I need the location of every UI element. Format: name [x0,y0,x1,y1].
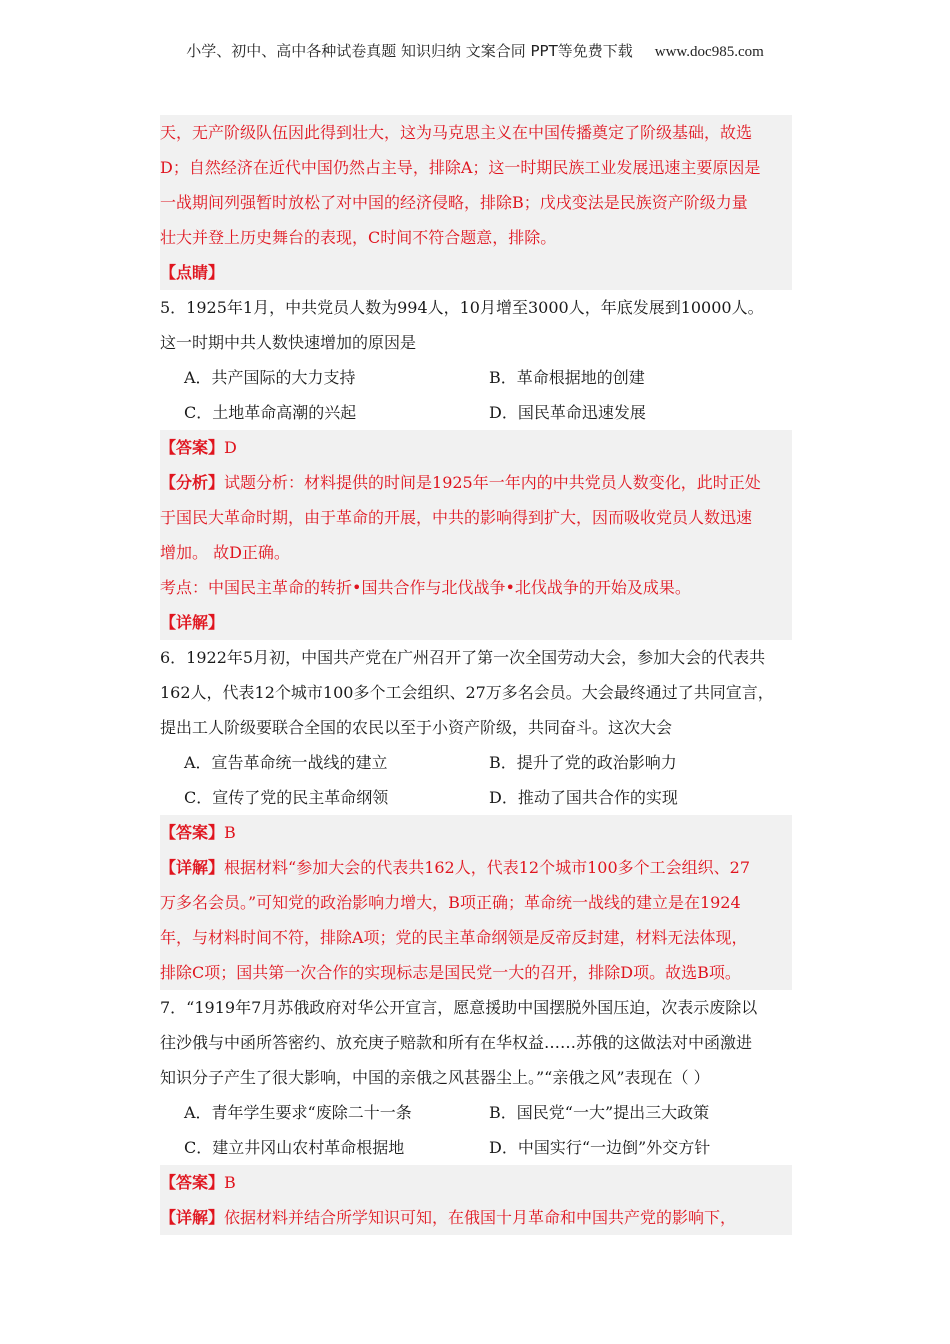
q7-detail-line [160,1200,792,1235]
q5-option-d: D．国民革命迅速发展 [489,403,646,422]
q7-option-d: D．中国实行“一边倒”外交方针 [489,1138,711,1157]
page-header [0,40,950,61]
prev-explain-line: D；自然经济在近代中国仍然占主导，排除A；这一时期民族工业发展迅速主要原因是 [160,150,792,185]
q7-option-a: A．青年学生要求“废除二十一条 [184,1103,412,1122]
q6-detail-line: 年，与材料时间不符，排除A项；党的民主革命纲领是反帝反封建，材料无法体现， [160,920,792,955]
q7-options-row [160,1130,792,1165]
q5-kaodian: 考点：中国民主革命的转折•国共合作与北伐战争•北伐战争的开始及成果。 [160,570,792,605]
q5-detail-label: 【详解】 [160,605,792,640]
detail-text: 依据材料并结合所学知识可知，在俄国十月革命和中国共产党的影响下， [224,1208,737,1227]
q5-options-row [160,360,792,395]
q6-options-row [160,780,792,815]
q5-analysis-line: 于国民大革命时期，由于革命的开展，中共的影响得到扩大，因而吸收党员人数迅速 [160,500,792,535]
q6-option-c: C．宣传了党的民主革命纲领 [184,788,389,807]
q7-answer [160,1165,792,1200]
prev-explain-line: 天，无产阶级队伍因此得到壮大，这为马克思主义在中国传播奠定了阶级基础，故选 [160,115,792,150]
q6-detail-line: 排除C项；国共第一次合作的实现标志是国民党一大的召开，排除D项。故选B项。 [160,955,792,990]
q6-option-a: A．宣告革命统一战线的建立 [184,753,388,772]
answer-label: 【答案】 [160,823,225,842]
answer-value: B [224,823,236,842]
q7-stem-line: 7．“1919年7月苏俄政府对华公开宣言，愿意援助中国摆脱外国压迫，次表示废除以 [160,998,758,1017]
analysis-label: 【分析】 [160,473,225,492]
q7-stem-line: 往沙俄与中函所答密约、放充庚子赔款和所有在华权益……苏俄的这做法对中函激进 [160,1033,753,1052]
q7-option-b: B．国民党“一大”提出三大政策 [489,1103,710,1122]
answer-value: D [224,438,237,457]
answer-label: 【答案】 [160,1173,225,1192]
q5-option-b: B．革命根据地的创建 [489,368,645,387]
q5-options-row [160,395,792,430]
detail-label: 【详解】 [160,858,225,877]
q7-option-c: C．建立井冈山农村革命根据地 [184,1138,405,1157]
q6-stem-line: 162人，代表12个城市100多个工会组织、27万多名会员。大会最终通过了共同宣言， [160,683,774,702]
header-url[interactable]: www.doc985.com [654,44,764,60]
answer-label: 【答案】 [160,438,225,457]
header-text: 小学、初中、高中各种试卷真题 知识归纳 文案合同 PPT等免费下载 [186,42,633,60]
q5-analysis-line [160,465,792,500]
prev-explain-line: 壮大并登上历史舞台的表现，C时间不符合题意，排除。 [160,220,792,255]
answer-value: B [224,1173,236,1192]
q6-option-b: B．提升了党的政治影响力 [489,753,677,772]
q6-stem-line: 6．1922年5月初，中国共产党在广州召开了第一次全国劳动大会，参加大会的代表共 [160,648,766,667]
q5-stem-line: 这一时期中共人数快速增加的原因是 [160,333,417,352]
q6-stem-line: 提出工人阶级要联合全国的农民以至于小资产阶级，共同奋斗。这次大会 [160,718,673,737]
prev-explain-line: 一战期间列强暂时放松了对中国的经济侵略，排除B；戊戌变法是民族资产阶级力量 [160,185,792,220]
document-body [160,115,792,1235]
analysis-text: 试题分析：材料提供的时间是1925年一年内的中共党员人数变化，此时正处 [224,473,761,492]
q7-stem-line: 知识分子产生了很大影响，中国的亲俄之风甚器尘上。”“亲俄之风”表现在（ ） [160,1068,710,1087]
q5-stem-line: 5．1925年1月，中共党员人数为994人，10月增至3000人，年底发展到10000人。 [160,298,764,317]
q7-options-row [160,1095,792,1130]
detail-label: 【详解】 [160,1208,225,1227]
detail-text: 根据材料“参加大会的代表共162人，代表12个城市100多个工会组织、27 [224,858,750,877]
q5-option-c: C．土地革命高潮的兴起 [184,403,357,422]
q5-option-a: A．共产国际的大力支持 [184,368,356,387]
q6-detail-line [160,850,792,885]
q5-analysis-line: 增加。 故D正确。 [160,535,792,570]
q6-option-d: D．推动了国共合作的实现 [489,788,678,807]
q6-detail-line: 万多名会员。”可知党的政治影响力增大，B项正确；革命统一战线的建立是在1924 [160,885,792,920]
q5-answer [160,430,792,465]
q6-options-row [160,745,792,780]
dianjing-label: 【点睛】 [160,255,792,290]
q6-answer [160,815,792,850]
